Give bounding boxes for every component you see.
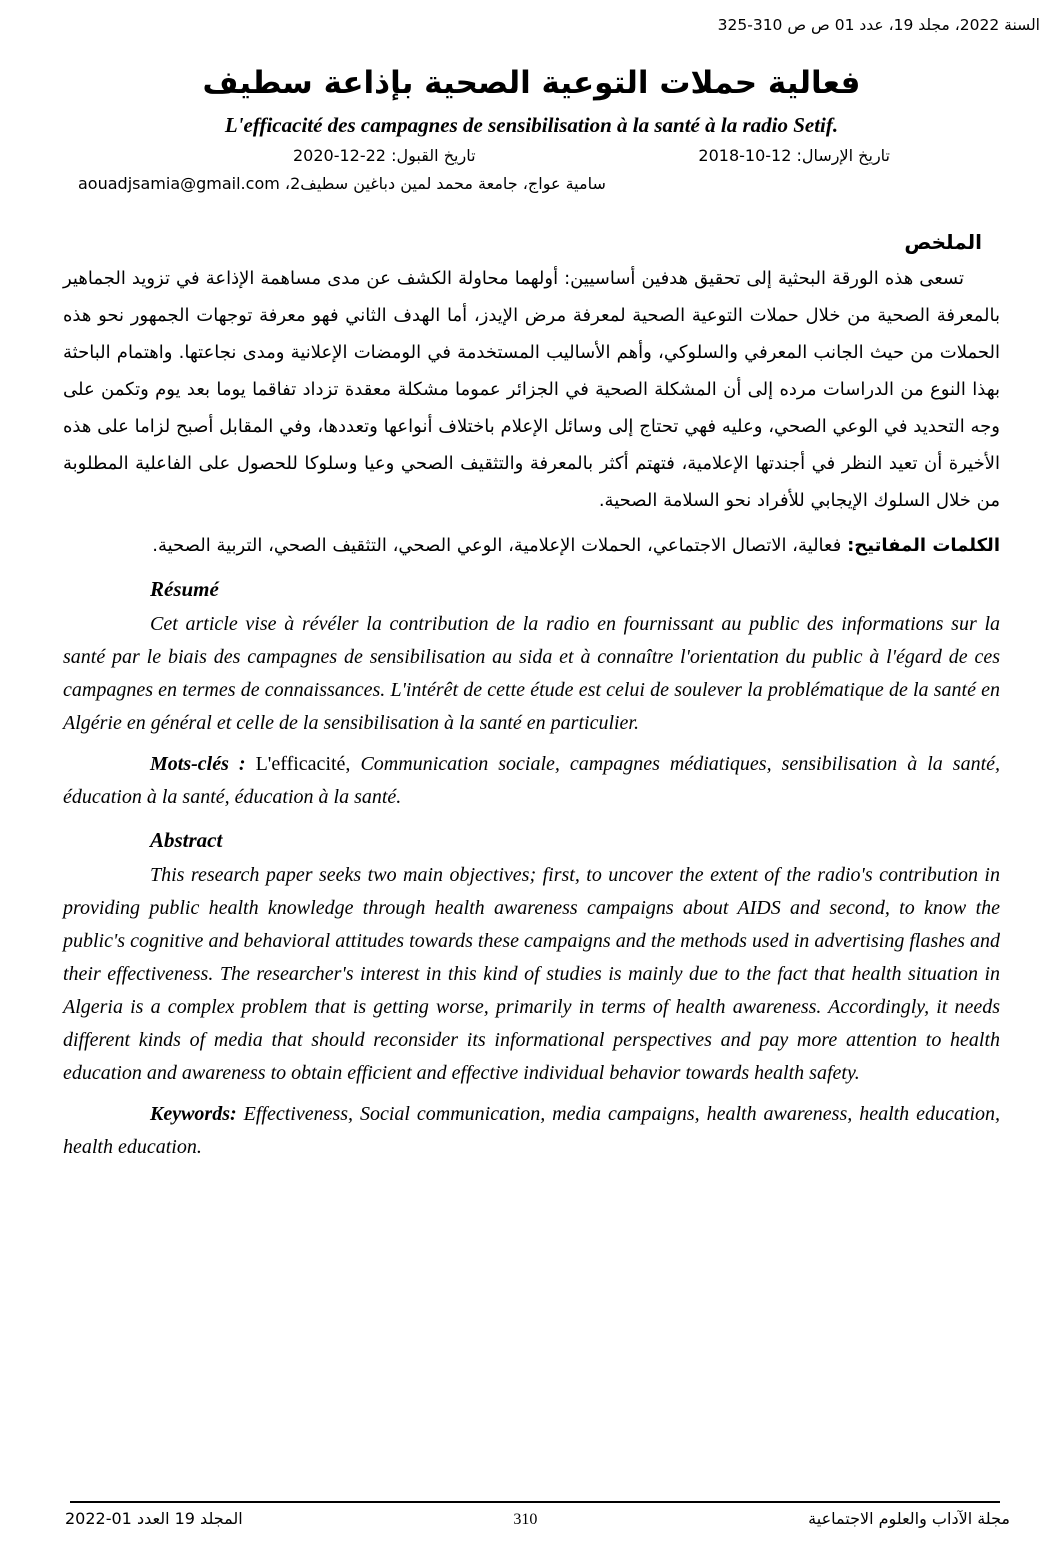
arabic-keywords-line	[63, 529, 1000, 563]
resume-body: Cet article vise à révéler la contribution de la radio en fournissant au public des informations sur la santé par le biais des campagnes de sensibilisation au sida et à connaître l'orientation du public à l'égard de ces campagnes en termes de connaissances. L'intérêt de cette étude est celui de soulever la problématique de la santé en Algérie en général et celle de la sensibilisation à la santé en particulier.	[63, 612, 1000, 734]
footer-journal-name: مجلة الآداب والعلوم الاجتماعية	[808, 1509, 1010, 1528]
journal-issue-header	[718, 16, 1040, 34]
footer-row	[65, 1503, 1010, 1529]
motscles-line	[63, 748, 1000, 814]
dates-row	[63, 146, 1000, 174]
issue-page-range: 325-310	[717, 16, 783, 34]
page-footer	[0, 1497, 1062, 1529]
resume-heading: Résumé	[150, 576, 219, 601]
author-email: aouadjsamia@gmail.com	[78, 173, 280, 193]
arabic-abstract-heading: الملخص	[904, 229, 982, 254]
arabic-keywords-text: فعالية، الاتصال الاجتماعي، الحملات الإعلامية، الوعي الصحي، التثقيف الصحي، التربية الصحية.	[152, 534, 842, 556]
footer-volume-range: 2022-01	[65, 1509, 132, 1528]
footer-volume-issue	[65, 1509, 243, 1528]
keywords-line	[63, 1098, 1000, 1164]
arabic-abstract-body: تسعى هذه الورقة البحثية إلى تحقيق هدفين أساسيين: أولهما محاولة الكشف عن مدى مساهمة الإذاعة في تزويد الجماهير بالمعرفة الصحية من خلال حملات التوعية الصحية لمعرفة مرض الإيدز، أما الهدف الثاني فهو معرفة توجهات الجمهور نحو هذه الحملات من حيث الجانب المعرفي والسلوكي، وأهم الأساليب المستخدمة في الومضات الإعلانية ومدى نجاعتها. واهتمام الباحثة بهذا النوع من الدراسات مرده إلى أن المشكلة الصحية في الجزائر عموما مشكلة معقدة تزداد تفاقما يوما بعد يوم وتكمن على وجه التحديد في الوعي الصحي، وعليه فهي تحتاج إلى وسائل الإعلام باختلاف أنواعها وتعددها، وفي المقابل أصبح لزاما على هذه الأخيرة أن تعيد النظر في أجندتها الإعلامية، فتهتم أكثر بالمعرفة والتثقيف الصحي وعيا وسلوكا للحصول على الفاعلية المطلوبة من خلال السلوك الإيجابي للأفراد نحو السلامة الصحية.	[63, 267, 1000, 511]
issue-info-text: السنة 2022، مجلد 19، عدد 01 ص ص	[787, 16, 1040, 34]
abstract-heading: Abstract	[150, 827, 223, 852]
footer-volume-text: المجلد 19 العدد	[136, 1509, 243, 1528]
abstract-body: This research paper seeks two main objectives; first, to uncover the extent of the radio's contribution in providing public health knowledge through health awareness campaigns about AIDS and second, to know the public's cognitive and behavioral attitudes towards these campaigns and the methods used in advertising flashes and their effectiveness. The researcher's interest in this kind of studies is mainly due to the fact that health situation in Algeria is a complex problem that is getting worse, primarily in terms of health awareness. Accordingly, it needs different kinds of media that should reconsider its informational perspectives and pay more attention to health education and awareness to obtain efficient and effective individual behavior towards health safety.	[63, 863, 1000, 1084]
keywords-text: Effectiveness, Social communication, media campaigns, health awareness, health education, health education.	[63, 1102, 1001, 1158]
title-arabic: فعالية حملات التوعية الصحية بإذاعة سطيف	[202, 65, 861, 101]
date-accepted-value: 2020-12-22	[293, 145, 386, 165]
arabic-keywords-label: الكلمات المفاتيح:	[847, 534, 1000, 556]
footer-page-number: 310	[513, 1511, 538, 1528]
date-accepted	[293, 146, 476, 165]
date-received-value: 2018-10-12	[698, 145, 792, 165]
motscles-text: Communication sociale, campagnes médiatiques, sensibilisation à la santé, éducation à la santé, éducation à la santé.	[63, 752, 1001, 808]
author-name-affiliation: سامية عواج، جامعة محمد لمين دباغين سطيف2،	[284, 173, 606, 193]
motscles-lead: L'efficacité,	[255, 752, 351, 775]
date-received-label: تاريخ الإرسال:	[796, 145, 890, 165]
date-accepted-label: تاريخ القبول:	[391, 145, 476, 165]
motscles-label: Mots-clés :	[150, 752, 246, 775]
author-line	[78, 174, 606, 193]
keywords-label: Keywords:	[150, 1102, 237, 1125]
date-received	[698, 146, 890, 165]
author-row	[63, 174, 1000, 204]
title-french: L'efficacité des campagnes de sensibilisation à la santé à la radio Setif.	[224, 112, 839, 137]
